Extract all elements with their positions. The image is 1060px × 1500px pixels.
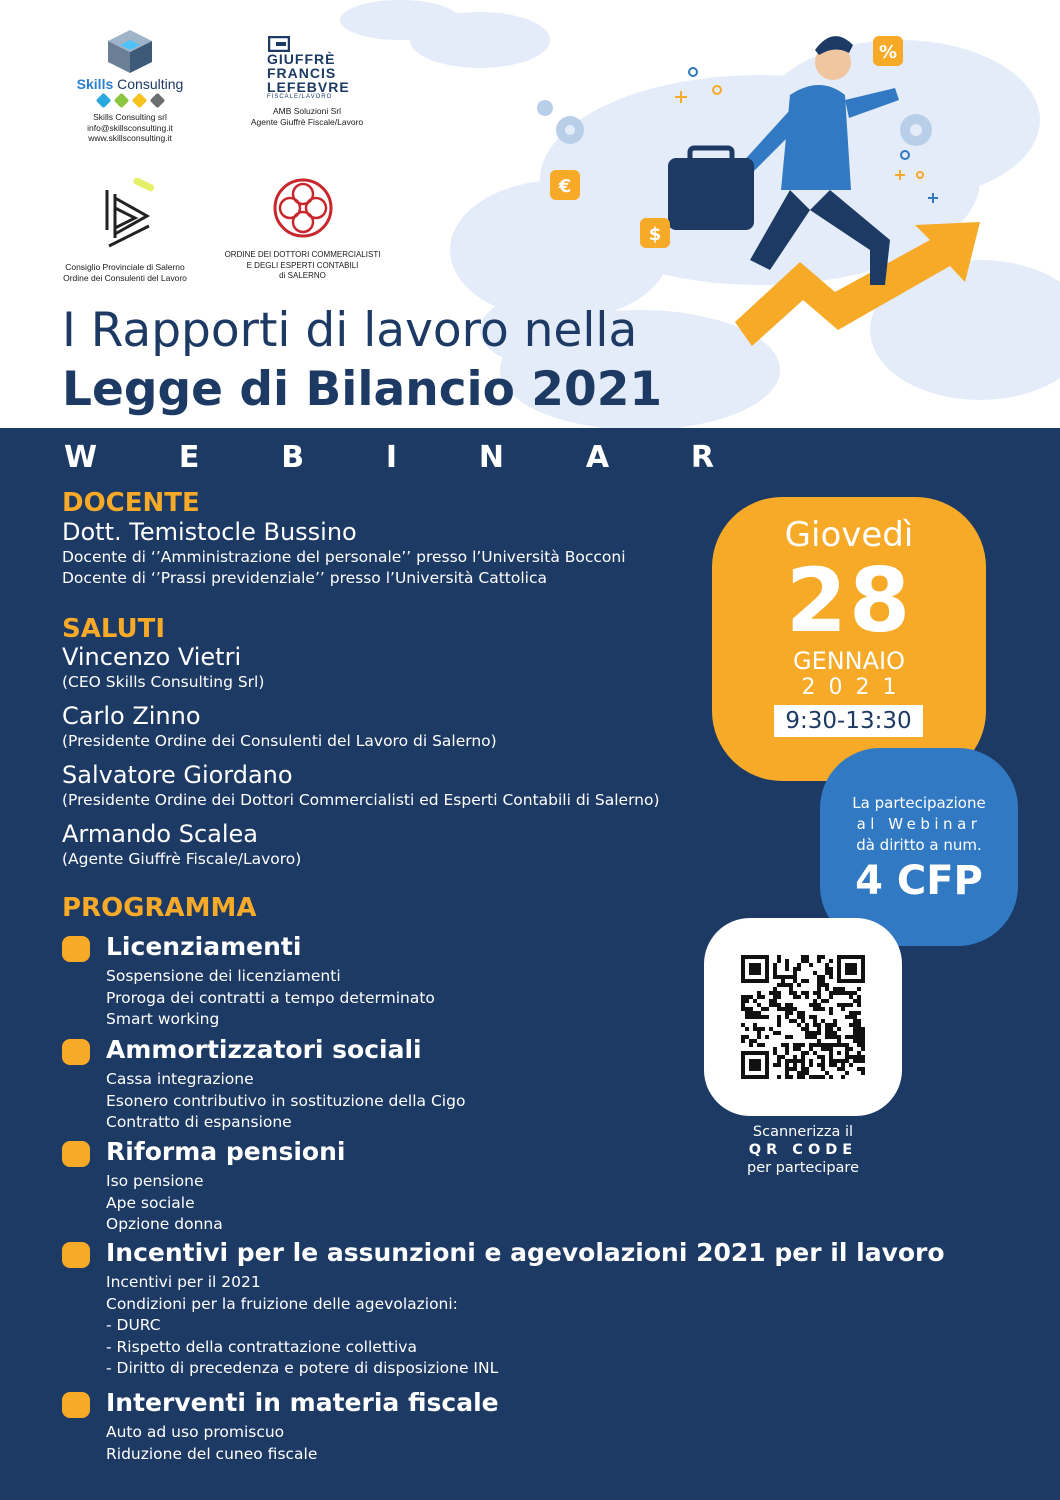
euro-icon: €: [558, 176, 572, 197]
dollar-icon: $: [648, 224, 662, 245]
title-line-2: Legge di Bilancio 2021: [62, 362, 663, 417]
date-day: Giovedì: [784, 515, 914, 555]
saluti-person-name: Carlo Zinno: [62, 702, 201, 730]
cube-logo-icon: [105, 28, 155, 74]
bullet-icon: [62, 1392, 90, 1418]
saluti-person-role: (Presidente Ordine dei Consulenti del Lavoro di Salerno): [62, 732, 497, 750]
docente-desc-2: Docente di ‘’Prassi previdenziale’’ presso l’Università Cattolica: [62, 569, 547, 587]
giuffre-logo: GIUFFRÈ FRANCIS LEFEBVRE FISCALE/LAVORO AMB Soluzioni Srl Agente Giuffrè Fiscale/Lavoro: [232, 36, 382, 127]
qr-code-icon[interactable]: [741, 955, 865, 1079]
docente-desc-1: Docente di ‘’Amministrazione del personale’’ presso l’Università Bocconi: [62, 548, 626, 566]
saluti-person-name: Salvatore Giordano: [62, 761, 293, 789]
saluti-person-name: Vincenzo Vietri: [62, 643, 242, 671]
date-card: [712, 497, 986, 781]
header-section: [0, 0, 1060, 428]
title-line-1: I Rapporti di lavoro nella: [62, 303, 638, 358]
docente-header: DOCENTE: [62, 488, 200, 518]
giuffre-g-icon: [268, 36, 290, 52]
programma-header: PROGRAMMA: [62, 893, 257, 923]
date-time: 9:30-13:30: [774, 705, 923, 737]
date-year: 2021: [801, 675, 910, 700]
qr-card[interactable]: [704, 918, 902, 1116]
cfp-card: La partecipazione al Webinar dà diritto a num. 4 CFP: [820, 748, 1018, 946]
percent-icon: %: [878, 42, 898, 63]
bullet-icon: [62, 1141, 90, 1167]
date-number: 28: [785, 549, 913, 652]
saluti-person-role: (CEO Skills Consulting Srl): [62, 673, 265, 691]
saluti-person-role: (Agente Giuffrè Fiscale/Lavoro): [62, 850, 302, 868]
consulenti-lavoro-logo: Consiglio Provinciale di Salerno Ordine dei Consulenti del Lavoro: [50, 178, 200, 283]
cfp-value: 4 CFP: [855, 858, 983, 904]
bullet-icon: [62, 936, 90, 962]
skills-consulting-logo: Skills Consulting Skills Consulting srl info@skillsconsulting.it www.skillsconsulting.it: [70, 28, 190, 144]
docente-name: Dott. Temistocle Bussino: [62, 518, 357, 546]
saluti-header: SALUTI: [62, 614, 166, 644]
bullet-icon: [62, 1039, 90, 1065]
webinar-heading: W E B I N A R: [64, 440, 714, 475]
cdl-logo-icon: [85, 178, 165, 254]
saluti-person-role: (Presidente Ordine dei Dottori Commercialisti ed Esperti Contabili di Salerno): [62, 791, 660, 809]
color-dots: [70, 95, 190, 106]
odcec-logo: ORDINE DEI DOTTORI COMMERCIALISTI E DEGLI ESPERTI CONTABILI di SALERNO: [215, 172, 390, 282]
odcec-emblem-icon: [270, 172, 336, 244]
date-month: GENNAIO: [792, 647, 906, 675]
saluti-person-name: Armando Scalea: [62, 820, 258, 848]
qr-caption: Scannerizza il QR CODE per partecipare: [746, 1124, 859, 1176]
bullet-icon: [62, 1242, 90, 1268]
